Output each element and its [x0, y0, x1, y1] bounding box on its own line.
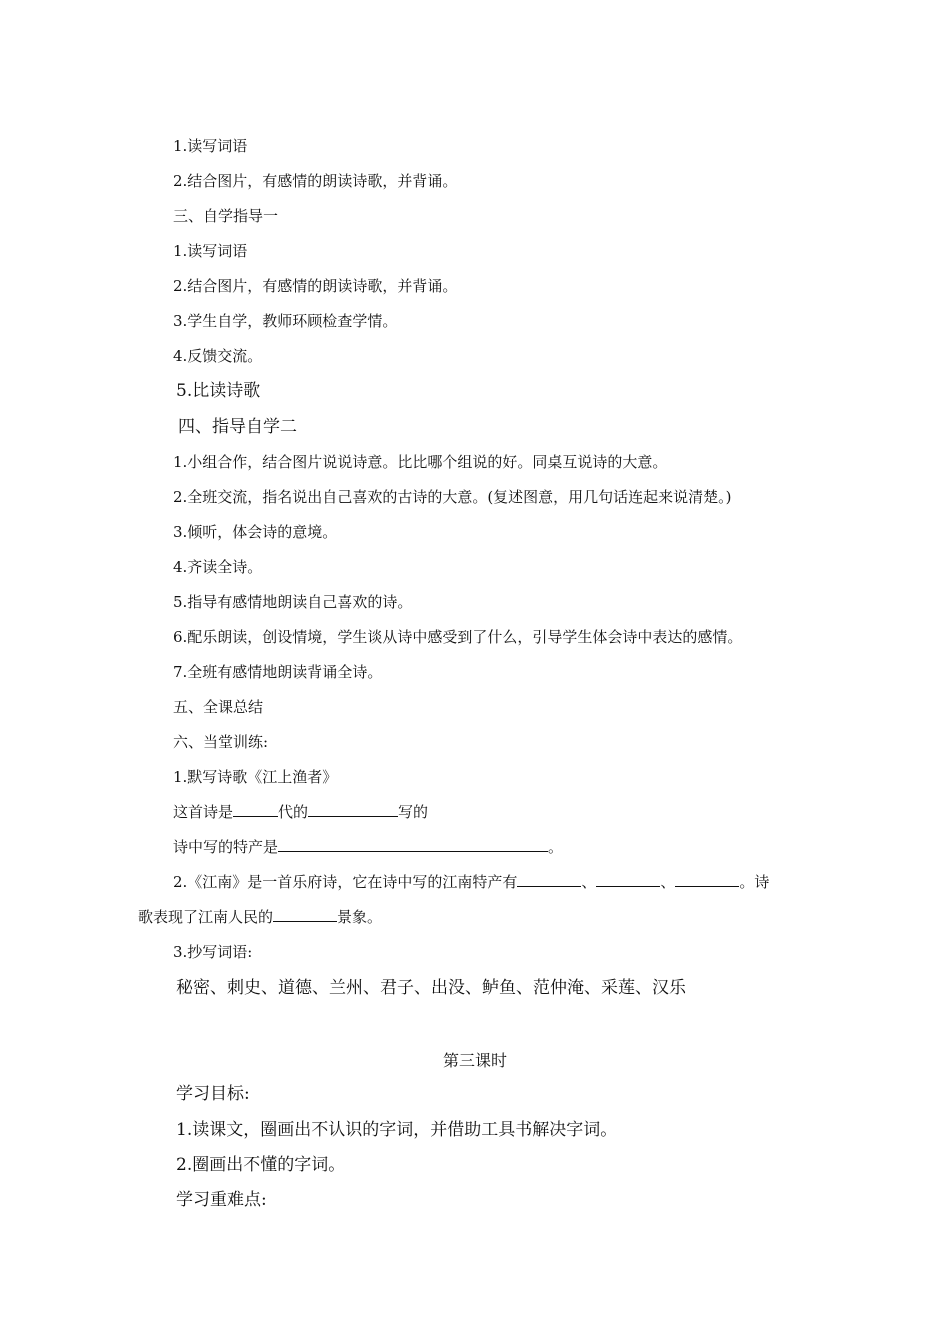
heading-self-study-1: 三、自学指导一	[173, 207, 279, 225]
fill-text: 代的	[278, 803, 309, 821]
line-7: 4.反馈交流。	[173, 347, 263, 365]
fill-text: 。	[548, 838, 564, 856]
copy-words-label: 3.抄写词语:	[173, 943, 253, 961]
blank	[596, 872, 660, 887]
line-11: 2.全班交流，指名说出自己喜欢的古诗的大意。(复述图意，用几句话连起来说清楚。)	[173, 488, 732, 506]
fill-blank-line-2	[173, 837, 563, 857]
fill-text: 。诗	[739, 873, 770, 891]
line-10: 1.小组合作，结合图片说说诗意。比比哪个组说的好。同桌互说诗的大意。	[173, 453, 668, 471]
blank	[517, 872, 581, 887]
line-6: 3.学生自学，教师环顾检查学情。	[173, 312, 398, 330]
blank	[273, 907, 337, 922]
heading-self-study-2: 四、指导自学二	[178, 417, 297, 437]
line-5: 2.结合图片，有感情的朗读诗歌，并背诵。	[173, 277, 458, 295]
heading-practice: 六、当堂训练:	[173, 733, 269, 751]
line-16: 7.全班有感情地朗读背诵全诗。	[173, 663, 383, 681]
fill-text: 歌表现了江南人民的	[138, 908, 274, 926]
line-2: 2.结合图片，有感情的朗读诗歌，并背诵。	[173, 172, 458, 190]
fill-text: 、	[660, 873, 676, 891]
goal-1: 1.读课文，圈画出不认识的字词，并借助工具书解决字词。	[176, 1120, 618, 1140]
line-13: 4.齐读全诗。	[173, 558, 263, 576]
line-1: 1.读写词语	[173, 137, 248, 155]
line-12: 3.倾听，体会诗的意境。	[173, 523, 338, 541]
fill-blank-line-3	[173, 872, 769, 892]
blank	[233, 802, 278, 817]
blank	[278, 837, 548, 852]
fill-blank-line-1	[173, 802, 428, 822]
blank	[675, 872, 739, 887]
key-points-label: 学习重难点:	[176, 1190, 267, 1210]
fill-text: 这首诗是	[173, 803, 234, 821]
line-15: 6.配乐朗读，创设情境，学生谈从诗中感受到了什么，引导学生体会诗中表达的感情。	[173, 628, 743, 646]
fill-text: 诗中写的特产是	[173, 838, 279, 856]
fill-text: 写的	[398, 803, 429, 821]
line-19: 1.默写诗歌《江上渔者》	[173, 768, 338, 786]
fill-text: 2.《江南》是一首乐府诗，它在诗中写的江南特产有	[173, 873, 518, 891]
line-14: 5.指导有感情地朗读自己喜欢的诗。	[173, 593, 413, 611]
line-4: 1.读写词语	[173, 242, 248, 260]
fill-text: 景象。	[337, 908, 383, 926]
fill-blank-line-4	[138, 907, 382, 927]
goal-label: 学习目标:	[176, 1084, 250, 1104]
copy-words-list: 秘密、刺史、道德、兰州、君子、出没、鲈鱼、范仲淹、采莲、汉乐	[176, 978, 686, 998]
heading-summary: 五、全课总结	[173, 698, 264, 716]
line-8: 5.比读诗歌	[176, 381, 261, 401]
blank	[308, 802, 398, 817]
goal-2: 2.圈画出不懂的字词。	[176, 1155, 346, 1175]
section-title: 第三课时	[442, 1051, 507, 1070]
fill-text: 、	[581, 873, 597, 891]
